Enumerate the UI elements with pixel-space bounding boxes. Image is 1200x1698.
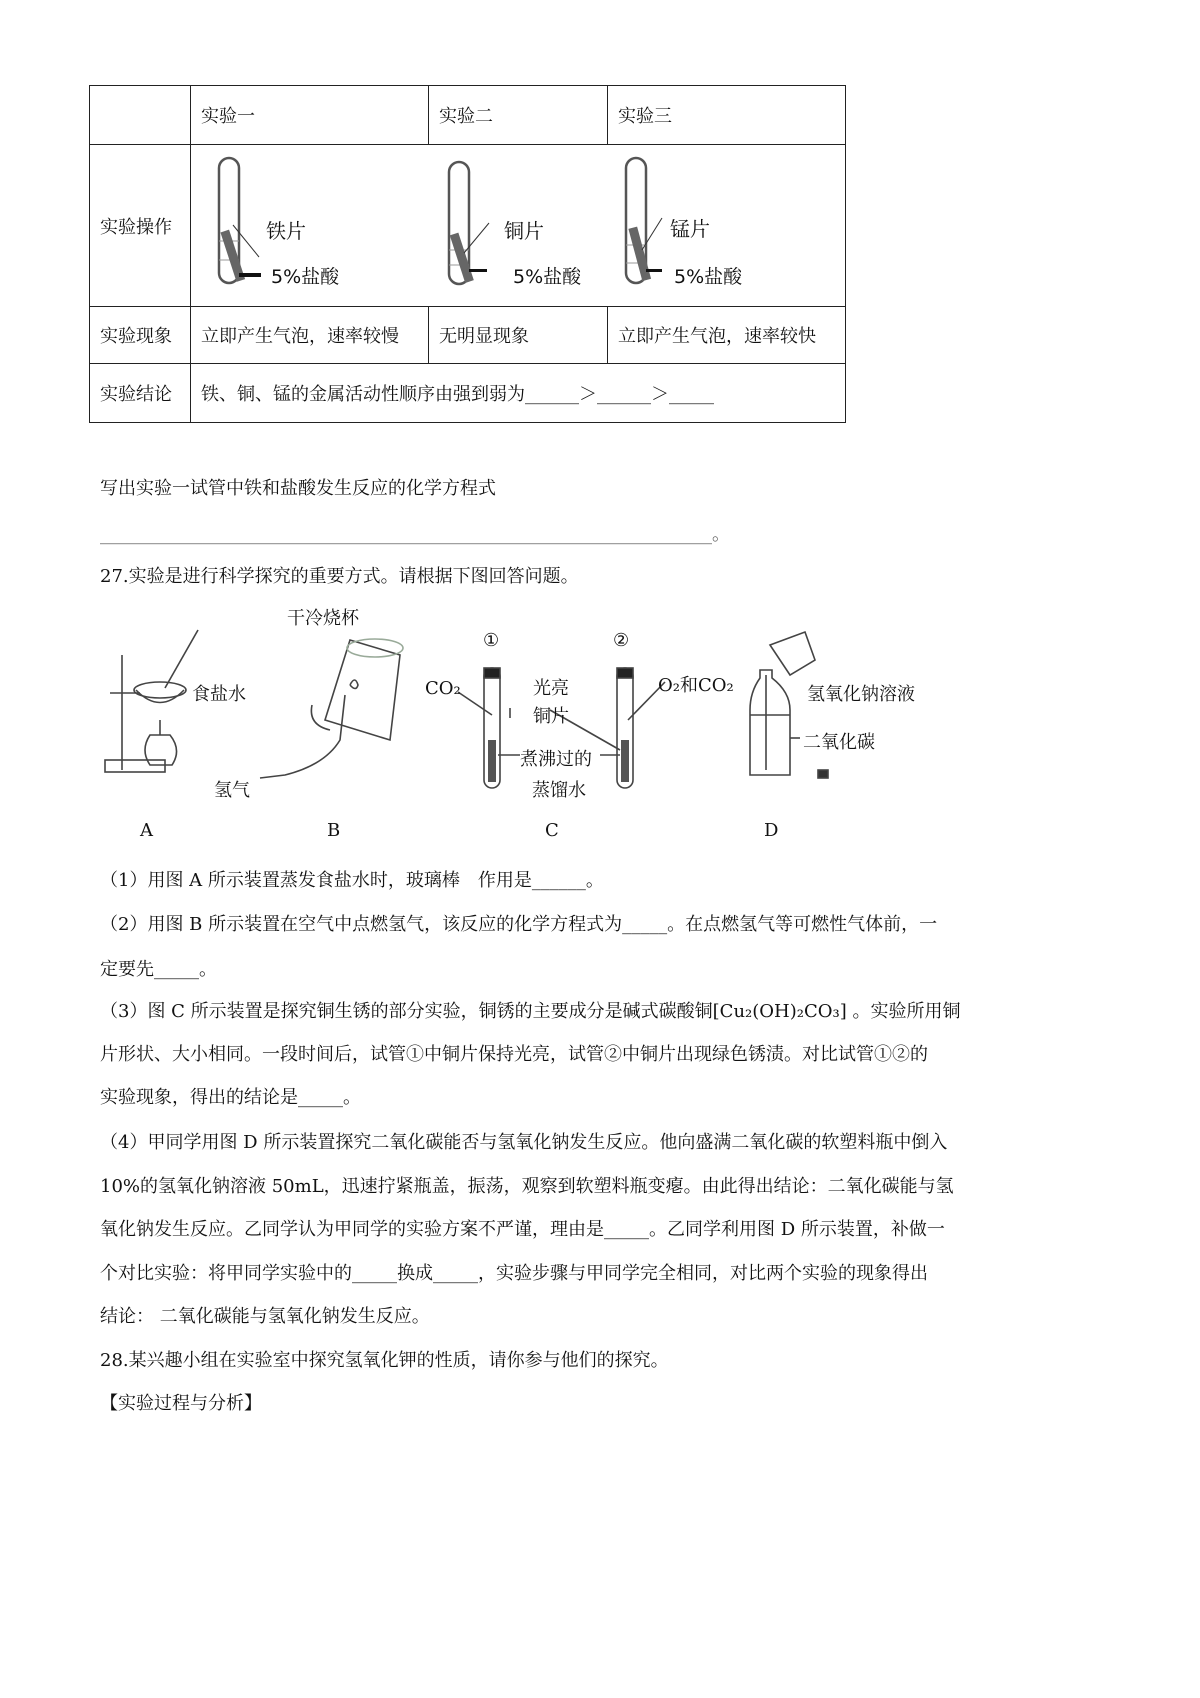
q27-line: 实验现象，得出的结论是_____。 (100, 1087, 361, 1108)
table-header: 实验三 (608, 86, 846, 145)
metal-label: 铁片 (266, 219, 306, 243)
phenomenon-cell: 立即产生气泡，速率较慢 (191, 307, 429, 364)
label-copper-sheet: 铜片 (533, 706, 569, 727)
label-hydrogen: 氢气 (214, 780, 250, 801)
metal-label: 铜片 (504, 219, 544, 243)
figure-label-c: C (545, 820, 559, 841)
acid-label: 5%盐酸 (271, 266, 340, 288)
apparatus-figure (100, 600, 915, 850)
experiment-table (89, 85, 846, 423)
label-bright: 光亮 (533, 678, 569, 699)
tube-diagram-manganese (608, 145, 845, 306)
table-header: 实验一 (191, 86, 429, 145)
label-tube-2: ② (613, 630, 630, 651)
tube-diagram-copper (429, 145, 607, 306)
tube-cells (191, 145, 846, 307)
phenomenon-cell: 无明显现象 (429, 307, 608, 364)
label-boiled: 煮沸过的 (520, 749, 592, 770)
label-o2-co2: O₂和CO₂ (658, 675, 734, 696)
figure-label-a: A (140, 820, 153, 841)
q27-line: （4）甲同学用图 D 所示装置探究二氧化碳能否与氢氧化钠发生反应。他向盛满二氧化碳的软塑料瓶中倒入 (100, 1132, 948, 1153)
q26-text: 写出实验一试管中铁和盐酸发生反应的化学方程式 (100, 478, 496, 499)
table-header: 实验二 (429, 86, 608, 145)
phenomenon-cell: 立即产生气泡，速率较快 (608, 307, 846, 364)
q28-section-heading: 【实验过程与分析】 (100, 1393, 262, 1414)
q27-line: （2）用图 B 所示装置在空气中点燃氢气，该反应的化学方程式为_____。在点燃氢气等可燃性气体前，一 (100, 914, 938, 935)
row-label: 实验操作 (90, 145, 191, 307)
q27-line: （1）用图 A 所示装置蒸发食盐水时，玻璃棒 作用是______。 (100, 870, 604, 891)
acid-label: 5%盐酸 (674, 266, 743, 288)
q28-title: 28.某兴趣小组在实验室中探究氢氧化钾的性质，请你参与他们的探究。 (100, 1350, 669, 1371)
label-carbon-dioxide: 二氧化碳 (803, 732, 875, 753)
figure-label-d: D (764, 820, 779, 841)
label-co2: CO₂ (425, 678, 461, 699)
row-label: 实验结论 (90, 364, 191, 423)
q27-line: 个对比实验：将甲同学实验中的_____换成_____，实验步骤与甲同学完全相同，对比两个实验的现象得出 (100, 1263, 928, 1284)
acid-label: 5%盐酸 (513, 266, 582, 288)
label-salt-water: 食盐水 (192, 684, 246, 705)
label-naoh-solution: 氢氧化钠溶液 (807, 684, 915, 705)
metal-label: 锰片 (670, 217, 710, 241)
q27-title: 27.实验是进行科学探究的重要方式。请根据下图回答问题。 (100, 566, 579, 587)
figure-label-b: B (327, 820, 341, 841)
q27-line: 定要先_____。 (100, 959, 217, 980)
tube-diagram-iron (191, 145, 428, 306)
q26-answer-line: ____________________________________________________________________。 (100, 524, 730, 545)
row-label: 实验现象 (90, 307, 191, 364)
label-dry-cold-beaker: 干冷烧杯 (287, 608, 359, 629)
q27-line: （3）图 C 所示装置是探究铜生锈的部分实验，铜锈的主要成分是碱式碳酸铜[Cu₂(OH)₂CO₃] 。实验所用铜 (100, 1001, 961, 1022)
conclusion-cell: 铁、铜、锰的金属活动性顺序由强到弱为______＞______＞_____ (191, 364, 846, 423)
q27-line: 片形状、大小相同。一段时间后，试管①中铜片保持光亮，试管②中铜片出现绿色锈渍。对比试管①②的 (100, 1044, 928, 1065)
table-header-empty (90, 86, 191, 145)
q27-line: 氧化钠发生反应。乙同学认为甲同学的实验方案不严谨，理由是_____。乙同学利用图 D 所示装置，补做一 (100, 1219, 945, 1240)
label-distilled-water: 蒸馏水 (532, 780, 586, 801)
label-tube-1: ① (483, 630, 500, 651)
q27-line: 结论： 二氧化碳能与氢氧化钠发生反应。 (100, 1306, 430, 1327)
q27-line: 10%的氢氧化钠溶液 50mL，迅速拧紧瓶盖，振荡，观察到软塑料瓶变瘪。由此得出结论：二氧化碳能与氢 (100, 1176, 954, 1197)
